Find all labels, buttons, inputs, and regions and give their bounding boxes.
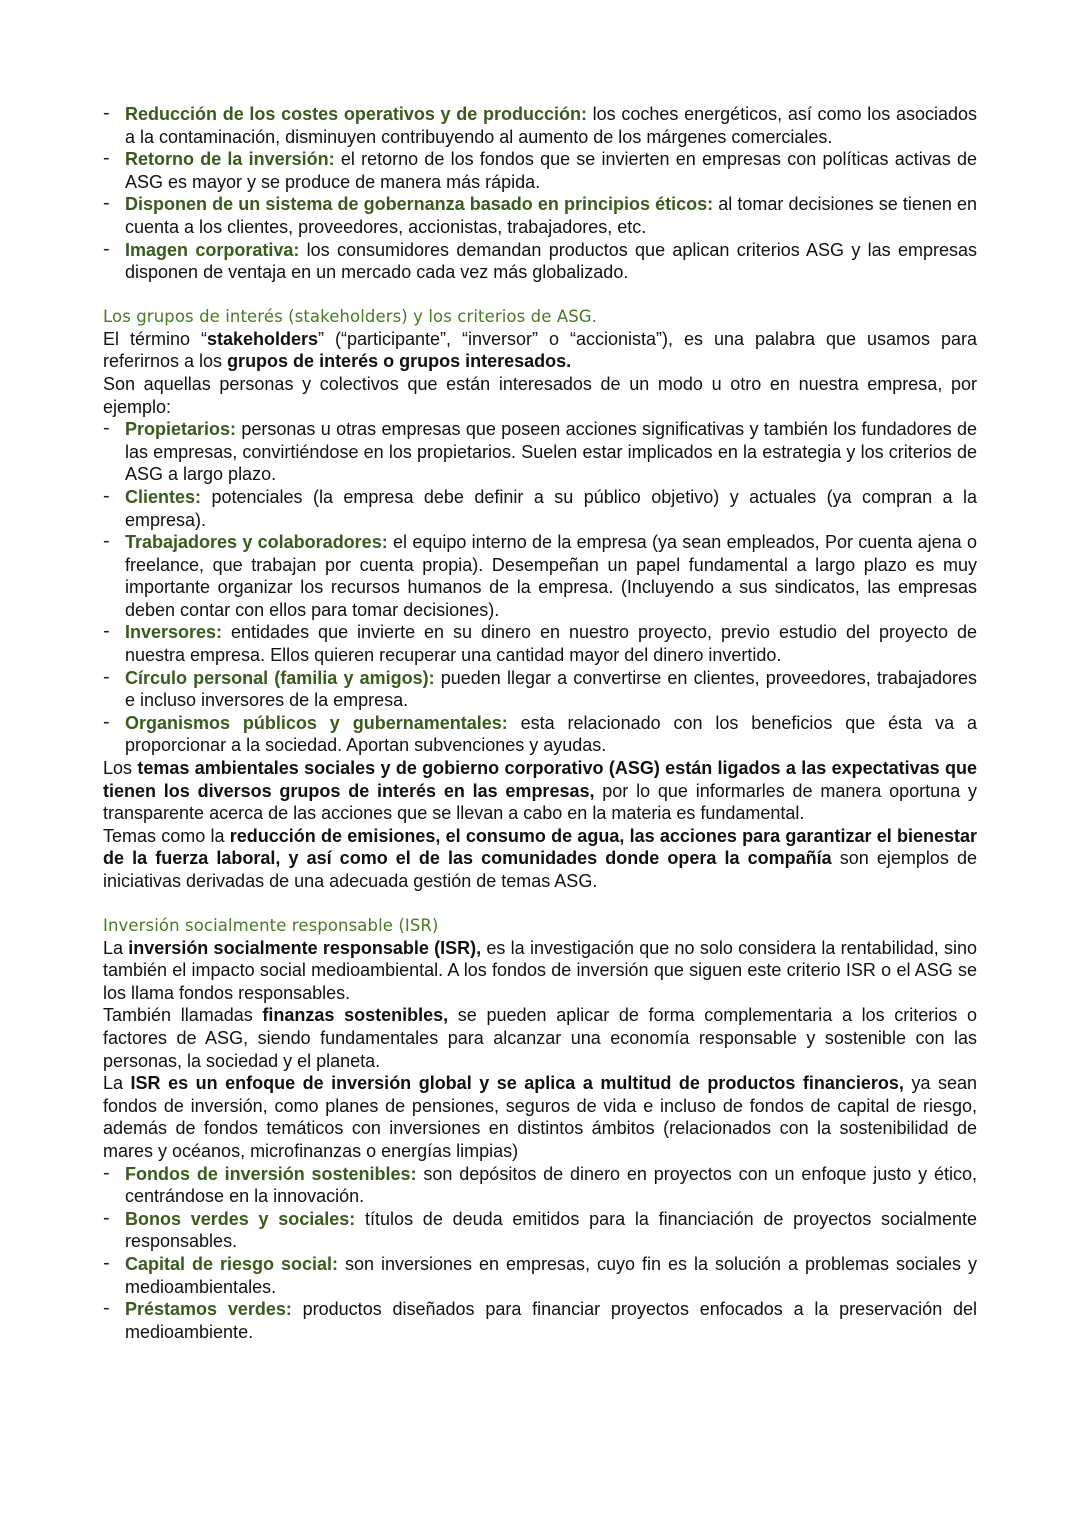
list-item bbox=[103, 239, 977, 284]
list-item-text: los coches energéticos, así como los asociados a la contaminación, disminuyen contribuyendo al aumento de los márgenes comerciales. bbox=[125, 104, 977, 147]
list-item bbox=[103, 1208, 977, 1253]
paragraph bbox=[103, 328, 977, 373]
text-run: El término “ bbox=[103, 328, 207, 349]
list-item-text: al tomar decisiones se tienen en cuenta a los clientes, proveedores, accionistas, trabajadores, etc. bbox=[125, 194, 977, 237]
isr-products-list bbox=[103, 1163, 977, 1344]
bold-run: reducción de emisiones, el consumo de agua, las acciones para garantizar el bienestar de la fuerza laboral, y así como el de las comunidades donde opera la compañía bbox=[103, 825, 977, 869]
text-run: por lo que informarles de manera oportuna y transparente acerca de las acciones que se llevan a cabo en la materia es fundamental. bbox=[103, 780, 977, 824]
text-run: se pueden aplicar de forma complementaria a los criterios o factores de ASG, siendo fundamentales para alcanzar una economía responsable y sostenible con las personas, la sociedad y el planeta. bbox=[103, 1005, 977, 1071]
list-item-term: Inversores: bbox=[125, 622, 223, 643]
paragraph bbox=[103, 937, 977, 1005]
list-item bbox=[103, 712, 977, 757]
text-run: Temas como la bbox=[103, 825, 230, 846]
list-item-term: Clientes: bbox=[125, 486, 202, 507]
paragraph: Son aquellas personas y colectivos que están interesados de un modo u otro en nuestra empresa, por ejemplo: bbox=[103, 373, 977, 417]
list-item-text: el equipo interno de la empresa (ya sean empleados, Por cuenta ajena o freelance, que trabajan por cuenta propia). Desempeñan un papel fundamental a largo plazo es muy importante organizar los recursos humanos de la empresa. (Incluyendo a sus sindicatos, las empresas deben contar con ellos para tomar decisiones). bbox=[125, 532, 977, 620]
list-item-text: los consumidores demandan productos que aplican criterios ASG y las empresas disponen de ventaja en un mercado cada vez más globalizado. bbox=[125, 239, 978, 283]
text-run: ya sean fondos de inversión, como planes de pensiones, seguros de vida e incluso de fondos de capital de riesgo, además de fondos temáticos con inversiones en distintos ámbitos (relacionados con la sostenibilidad de mares y océanos, microfinanzas o energías limpias) bbox=[103, 1073, 977, 1161]
list-item-term: Préstamos verdes: bbox=[125, 1299, 292, 1320]
list-item-text: entidades que invierte en su dinero en nuestro proyecto, previo estudio del proyecto de nuestra empresa. Ellos quieren recuperar una cantidad mayor del dinero invertido. bbox=[125, 622, 977, 666]
list-item-text: potenciales (la empresa debe definir a su público objetivo) y actuales (ya compran a la empresa). bbox=[125, 486, 977, 530]
text-run: La bbox=[103, 937, 129, 958]
list-item bbox=[103, 1253, 977, 1298]
list-item-text: personas u otras empresas que poseen acciones significativas y también los fundadores de las empresas, convirtiéndose en los propietarios. Suelen estar implicados en la estrategia y los criterios de ASG a largo plazo. bbox=[125, 419, 977, 485]
list-item-term: Capital de riesgo social: bbox=[125, 1253, 338, 1274]
list-item-term: Retorno de la inversión: bbox=[125, 149, 335, 170]
text-run: También llamadas bbox=[103, 1005, 263, 1026]
paragraph bbox=[103, 825, 977, 893]
list-item-term: Fondos de inversión sostenibles: bbox=[125, 1163, 417, 1184]
list-item-text: pueden llegar a convertirse en clientes, proveedores, trabajadores e incluso inversores de la empresa. bbox=[125, 667, 977, 711]
list-item-term: Propietarios: bbox=[125, 419, 237, 440]
section-title-stakeholders: Los grupos de interés (stakeholders) y los criterios de ASG. bbox=[103, 306, 598, 326]
list-item bbox=[103, 1298, 977, 1343]
list-item bbox=[103, 1163, 977, 1208]
paragraph bbox=[103, 1072, 977, 1162]
list-item-text: son inversiones en empresas, cuyo fin es la solución a problemas sociales y medioambientales. bbox=[125, 1253, 978, 1297]
list-item bbox=[103, 418, 977, 486]
list-item-term: Disponen de un sistema de gobernanza basado en principios éticos: bbox=[125, 194, 714, 215]
list-item-term: Organismos públicos y gubernamentales: bbox=[125, 712, 508, 733]
section-title-isr: Inversión socialmente responsable (ISR) bbox=[103, 915, 439, 935]
bold-run: inversión socialmente responsable (ISR), bbox=[128, 937, 482, 958]
bold-run: temas ambientales sociales y de gobierno corporativo (ASG) están ligados a las expectativas que tienen los diversos grupos de interés en las empresas, bbox=[103, 758, 977, 801]
document-page bbox=[103, 103, 977, 1343]
list-item bbox=[103, 103, 977, 148]
list-item-text: productos diseñados para financiar proyectos enfocados a la preservación del medioambiente. bbox=[125, 1299, 977, 1342]
list-item bbox=[103, 486, 977, 531]
bold-run: finanzas sostenibles, bbox=[262, 1005, 449, 1026]
list-item bbox=[103, 667, 977, 712]
text-run: Los bbox=[103, 758, 138, 779]
list-item bbox=[103, 148, 977, 193]
list-item-term: Reducción de los costes operativos y de producción: bbox=[125, 104, 587, 124]
bold-run: grupos de interés o grupos interesados. bbox=[227, 351, 572, 372]
list-item bbox=[103, 531, 977, 621]
text-run: son ejemplos de iniciativas derivadas de una adecuada gestión de temas ASG. bbox=[103, 848, 977, 891]
list-item-term: Círculo personal (familia y amigos): bbox=[125, 667, 435, 688]
list-item-text: son depósitos de dinero en proyectos con un enfoque justo y ético, centrándose en la innovación. bbox=[125, 1163, 977, 1207]
benefits-list bbox=[103, 103, 977, 284]
list-item-term: Imagen corporativa: bbox=[125, 239, 300, 260]
paragraph bbox=[103, 1004, 977, 1072]
bold-run: ISR es un enfoque de inversión global y se aplica a multitud de productos financieros, bbox=[130, 1073, 904, 1094]
text-run: La bbox=[103, 1073, 131, 1094]
list-item-term: Trabajadores y colaboradores: bbox=[125, 532, 388, 553]
paragraph bbox=[103, 757, 977, 825]
stakeholders-list bbox=[103, 418, 977, 757]
text-run: ” (“participante”, “inversor” o “accionista”), es una palabra que usamos para referirnos a los bbox=[103, 328, 977, 372]
text-run: es la investigación que no solo considera la rentabilidad, sino también el impacto social medioambiental. A los fondos de inversión que siguen este criterio ISR o el ASG se los llama fondos responsables. bbox=[103, 937, 978, 1003]
list-item-text: el retorno de los fondos que se invierten en empresas con políticas activas de ASG es mayor y se produce de manera más rápida. bbox=[125, 149, 977, 192]
list-item bbox=[103, 621, 977, 666]
list-item-text: títulos de deuda emitidos para la financiación de proyectos socialmente responsables. bbox=[125, 1208, 977, 1252]
bold-run: stakeholders bbox=[206, 328, 319, 349]
list-item bbox=[103, 193, 977, 238]
list-item-text: esta relacionado con los beneficios que ésta va a proporcionar a la sociedad. Aportan subvenciones y ayudas. bbox=[125, 712, 977, 756]
list-item-term: Bonos verdes y sociales: bbox=[125, 1208, 356, 1229]
